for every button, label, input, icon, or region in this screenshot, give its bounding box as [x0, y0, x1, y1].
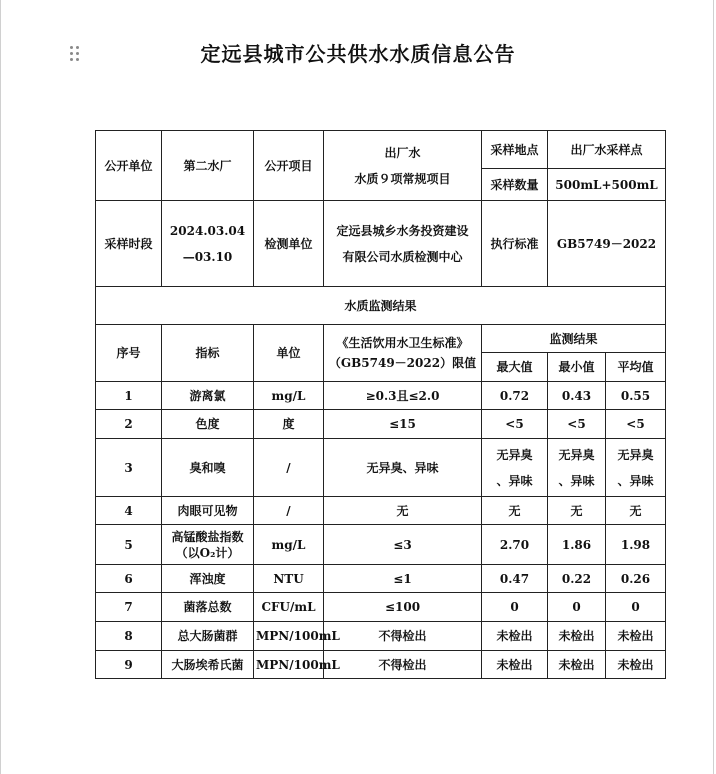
- sample-period-value: [162, 201, 254, 287]
- standard-value: GB5749－2022: [548, 201, 666, 287]
- cell-limit: ≤1: [324, 565, 482, 593]
- sample-site-value: 出厂水采样点: [548, 131, 666, 169]
- cell-max: 0.72: [482, 382, 548, 410]
- cell-no: 8: [96, 622, 162, 651]
- cell-max-line2: 、异味: [496, 473, 533, 488]
- cell-indicator-line1: 高锰酸盐指数: [171, 529, 244, 544]
- results-section-title: 水质监测结果: [96, 287, 666, 325]
- header-indicator: 指标: [162, 325, 254, 382]
- cell-min: 0: [548, 593, 606, 622]
- cell-avg-line1: 无异臭: [617, 447, 654, 462]
- table-row: [96, 410, 666, 439]
- cell-no: 4: [96, 497, 162, 525]
- table-row: [96, 593, 666, 622]
- cell-no: 6: [96, 565, 162, 593]
- sample-period-line1: 2024.03.04: [169, 223, 246, 238]
- cell-unit: /: [254, 497, 324, 525]
- cell-avg: 无: [606, 497, 666, 525]
- table-row: [96, 382, 666, 410]
- publish-item-value: [324, 131, 482, 201]
- test-unit-line1: 定远县城乡水务投资建设: [336, 223, 469, 238]
- publish-unit-label: 公开单位: [96, 131, 162, 201]
- cell-no: 2: [96, 410, 162, 439]
- cell-indicator: 肉眼可见物: [162, 497, 254, 525]
- cell-unit: 度: [254, 410, 324, 439]
- cell-indicator-line2: （以O₂计）: [175, 545, 240, 560]
- cell-max: 0: [482, 593, 548, 622]
- cell-avg: 未检出: [606, 622, 666, 651]
- standard-label: 执行标准: [482, 201, 548, 287]
- cell-indicator: 大肠埃希氏菌: [162, 651, 254, 679]
- cell-min: 无: [548, 497, 606, 525]
- table-row: [96, 651, 666, 679]
- cell-limit: 无异臭、异味: [324, 439, 482, 497]
- cell-limit: ≤100: [324, 593, 482, 622]
- cell-limit: 不得检出: [324, 622, 482, 651]
- test-unit-line2: 有限公司水质检测中心: [342, 249, 463, 264]
- table-row: [96, 439, 666, 497]
- cell-min: 未检出: [548, 651, 606, 679]
- cell-limit: 不得检出: [324, 651, 482, 679]
- cell-indicator: 臭和嗅: [162, 439, 254, 497]
- cell-max: 2.70: [482, 525, 548, 565]
- sample-qty-value: 500mL+500mL: [548, 169, 666, 201]
- cell-avg: 0.26: [606, 565, 666, 593]
- publish-item-line2: 水质９项常规项目: [354, 171, 451, 186]
- cell-indicator: 色度: [162, 410, 254, 439]
- cell-unit: MPN/100mL: [254, 622, 324, 651]
- water-quality-table: [95, 130, 666, 679]
- cell-max: 未检出: [482, 651, 548, 679]
- cell-unit: mg/L: [254, 382, 324, 410]
- sample-site-label: 采样地点: [482, 131, 548, 169]
- cell-min: 未检出: [548, 622, 606, 651]
- cell-avg: <5: [606, 410, 666, 439]
- table-row: [96, 525, 666, 565]
- table-row: [96, 622, 666, 651]
- header-no: 序号: [96, 325, 162, 382]
- cell-unit: mg/L: [254, 525, 324, 565]
- publish-item-line1: 出厂水: [384, 145, 421, 160]
- cell-unit: MPN/100mL: [254, 651, 324, 679]
- cell-min: <5: [548, 410, 606, 439]
- cell-indicator: 总大肠菌群: [162, 622, 254, 651]
- header-limit-line1: 《生活饮用水卫生标准》: [336, 336, 469, 350]
- cell-indicator: 游离氯: [162, 382, 254, 410]
- cell-unit: /: [254, 439, 324, 497]
- cell-indicator: 菌落总数: [162, 593, 254, 622]
- header-limit-line2: （GB5749－2022）限值: [328, 356, 477, 370]
- page-title: 定远县城市公共供水水质信息公告: [200, 42, 516, 66]
- publish-unit-value: 第二水厂: [162, 131, 254, 201]
- cell-avg: 0.55: [606, 382, 666, 410]
- header-min: 最小值: [548, 353, 606, 382]
- table-row: [96, 565, 666, 593]
- page-border-right: [713, 0, 714, 774]
- test-unit-value: [324, 201, 482, 287]
- cell-limit: ≤15: [324, 410, 482, 439]
- cell-avg-line2: 、异味: [617, 473, 654, 488]
- cell-no: 7: [96, 593, 162, 622]
- cell-min-line2: 、异味: [558, 473, 595, 488]
- cell-avg: 0: [606, 593, 666, 622]
- cell-min: 0.43: [548, 382, 606, 410]
- cell-unit: CFU/mL: [254, 593, 324, 622]
- cell-unit: NTU: [254, 565, 324, 593]
- header-limit: [324, 325, 482, 382]
- cell-no: 5: [96, 525, 162, 565]
- cell-min-line1: 无异臭: [558, 447, 595, 462]
- table-row: [96, 497, 666, 525]
- sample-period-label: 采样时段: [96, 201, 162, 287]
- page-border-left: [0, 0, 1, 774]
- cell-avg: 未检出: [606, 651, 666, 679]
- header-avg: 平均值: [606, 353, 666, 382]
- sample-qty-label: 采样数量: [482, 169, 548, 201]
- cell-max: 无: [482, 497, 548, 525]
- cell-avg: 1.98: [606, 525, 666, 565]
- header-monitor: 监测结果: [482, 325, 666, 353]
- cell-limit: ≤3: [324, 525, 482, 565]
- cell-indicator: [162, 525, 254, 565]
- cell-max-line1: 无异臭: [496, 447, 533, 462]
- cell-min: 1.86: [548, 525, 606, 565]
- cell-max: [482, 439, 548, 497]
- cell-avg: [606, 439, 666, 497]
- header-max: 最大值: [482, 353, 548, 382]
- cell-min: 0.22: [548, 565, 606, 593]
- header-unit: 单位: [254, 325, 324, 382]
- cell-no: 1: [96, 382, 162, 410]
- publish-item-label: 公开项目: [254, 131, 324, 201]
- sample-period-line2: —03.10: [182, 249, 233, 264]
- cell-no: 3: [96, 439, 162, 497]
- cell-limit: 无: [324, 497, 482, 525]
- cell-min: [548, 439, 606, 497]
- cell-max: 未检出: [482, 622, 548, 651]
- cell-no: 9: [96, 651, 162, 679]
- cell-max: 0.47: [482, 565, 548, 593]
- cell-limit: ≥0.3且≤2.0: [324, 382, 482, 410]
- test-unit-label: 检测单位: [254, 201, 324, 287]
- cell-indicator: 浑浊度: [162, 565, 254, 593]
- cell-max: <5: [482, 410, 548, 439]
